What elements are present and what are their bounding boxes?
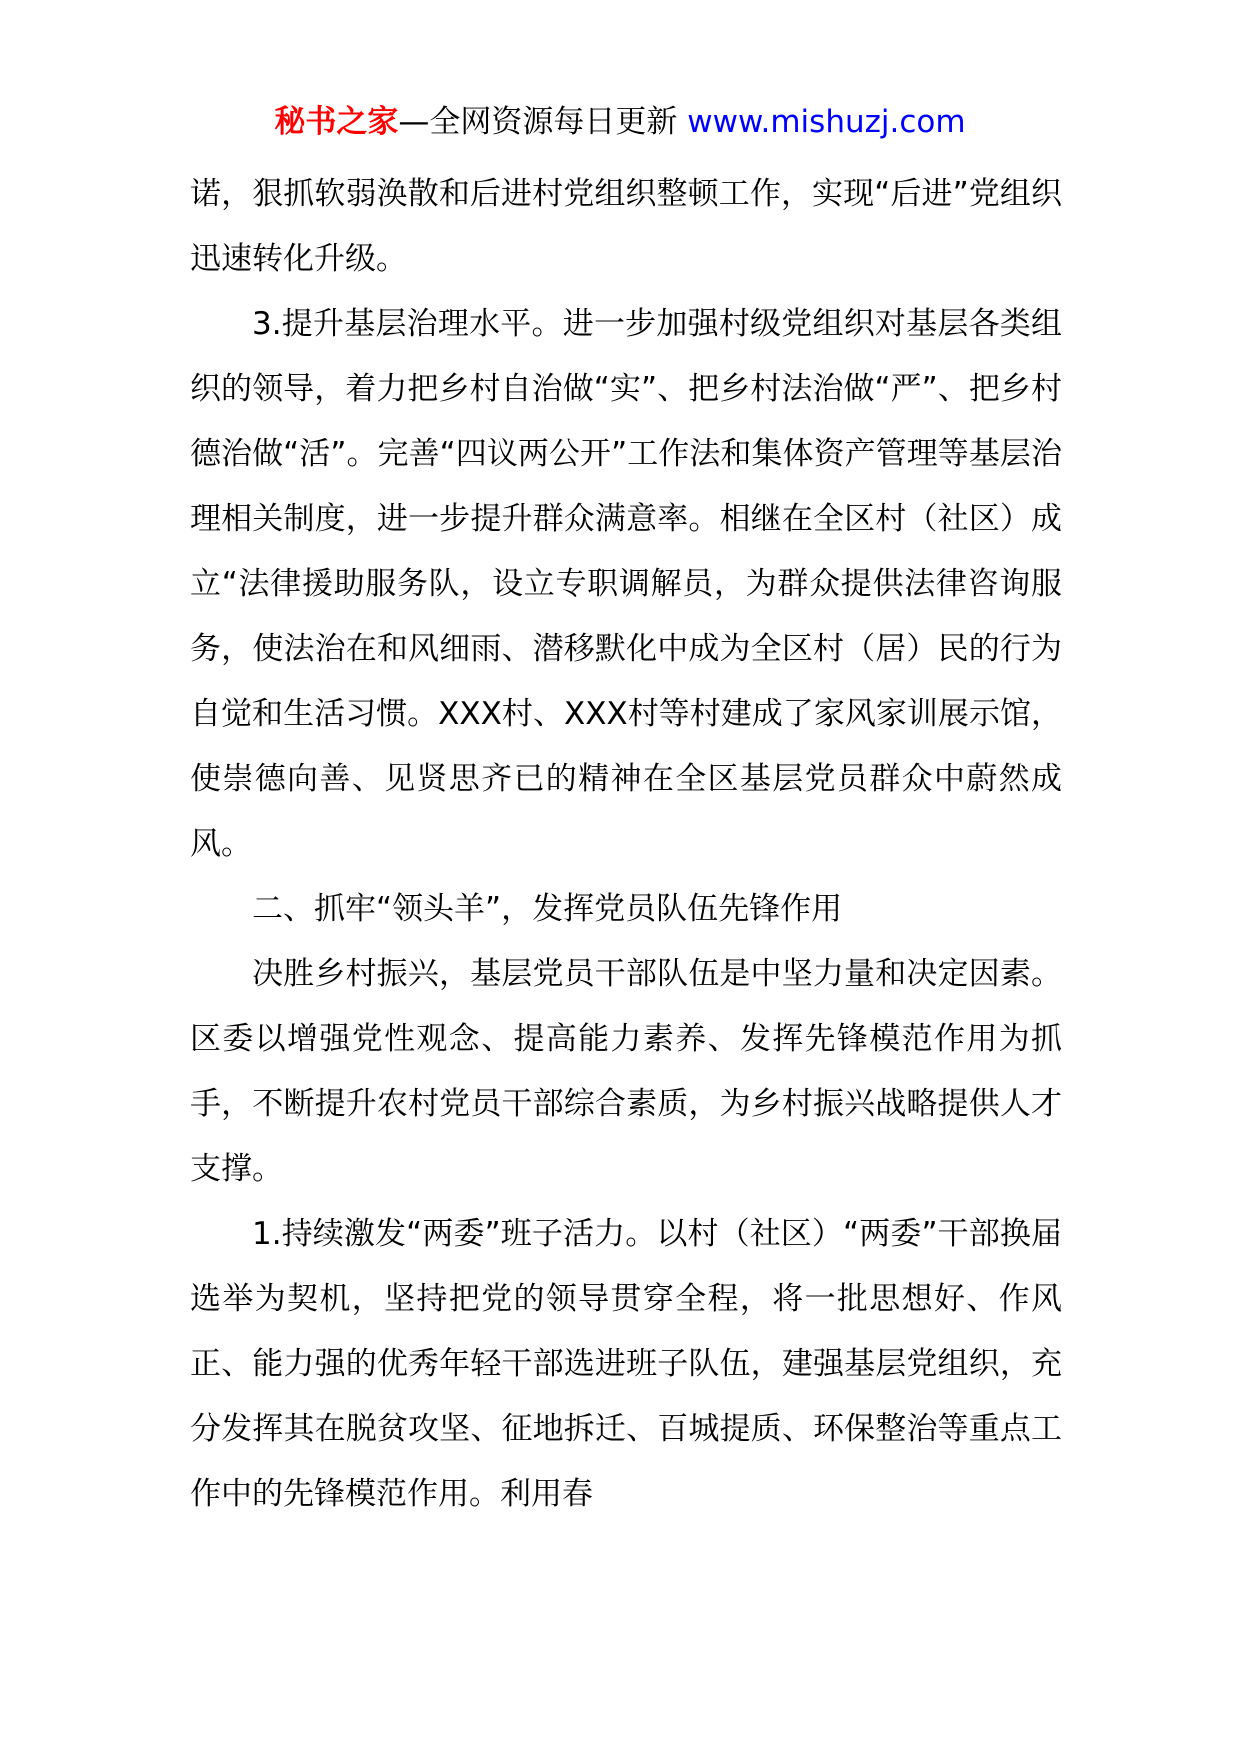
site-url-link[interactable]: www.mishuzj.com	[687, 104, 966, 140]
paragraph-continuation: 诺，狠抓软弱涣散和后进村党组织整顿工作，实现“后进”党组织迅速转化升级。	[190, 176, 1062, 277]
paragraph-governance: 3.提升基层治理水平。进一步加强村级党组织对基层各类组织的领导，着力把乡村自治做“实”、把乡村法治做“严”、把乡村德治做“活”。完善“四议两公开”工作法和集体资产管理等基层治理相关制度，进一步提升群众满意率。相继在全区村（社区）成立“法律援助服务队，设立专职调解员，为群众提供法律咨询服务，使法治在和风细雨、潜移默化中成为全区村（居）民的行为自觉和生活习惯。XXX村、XXX村等村建成了家风家训展示馆，使崇德向善、见贤思齐已的精神在全区基层党员群众中蔚然成风。	[190, 306, 1062, 862]
document-body	[190, 162, 1062, 1527]
page-header	[0, 100, 1240, 144]
section-heading: 二、抓牢“领头羊”，发挥党员队伍先锋作用	[252, 891, 843, 927]
header-slogan: —全网资源每日更新	[398, 104, 688, 140]
paragraph-committee: 1.持续激发“两委”班子活力。以村（社区）“两委”干部换届选举为契机，坚持把党的领导贯穿全程，将一批思想好、作风正、能力强的优秀年轻干部选进班子队伍，建强基层党组织，充分发挥其在脱贫攻坚、征地拆迁、百城提质、环保整治等重点工作中的先锋模范作用。利用春	[190, 1216, 1062, 1512]
paragraph-intro: 决胜乡村振兴，基层党员干部队伍是中坚力量和决定因素。区委以增强党性观念、提高能力素养、发挥先锋模范作用为抓手，不断提升农村党员干部综合素质，为乡村振兴战略提供人才支撑。	[190, 956, 1062, 1187]
brand-name: 秘书之家	[274, 104, 399, 140]
